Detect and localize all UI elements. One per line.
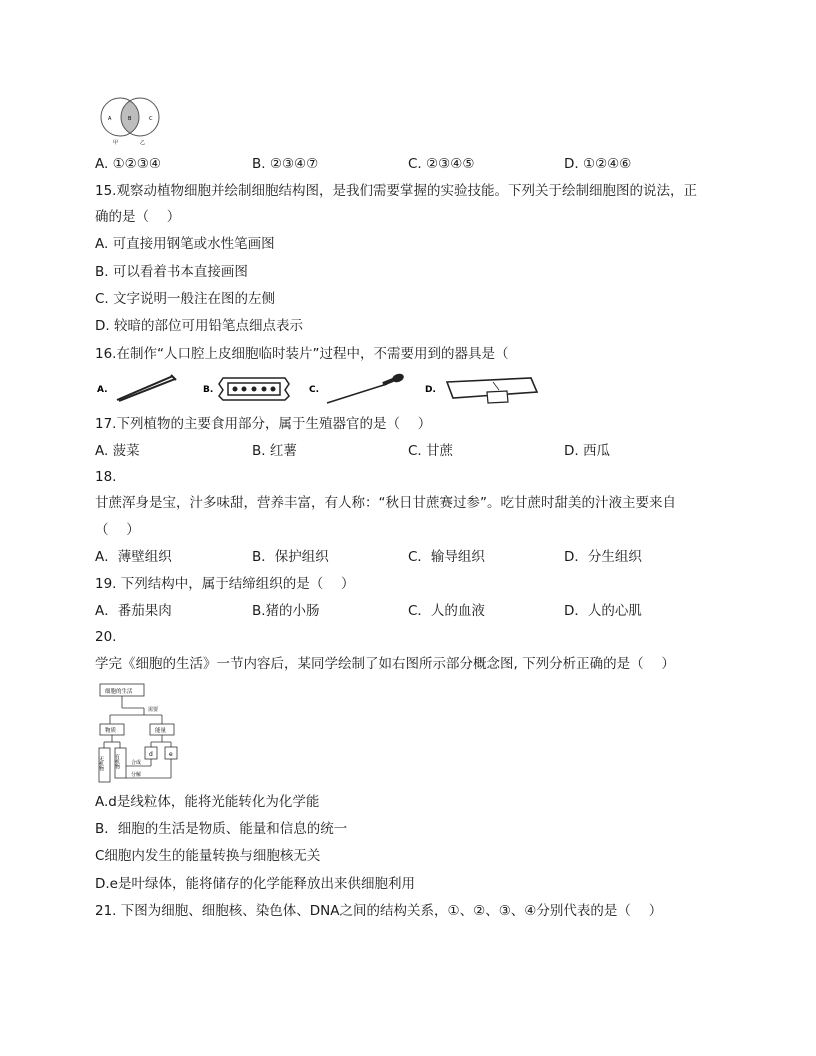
- q14-option-b: B. ②③④⑦: [252, 156, 319, 172]
- q19-option-b: B.猪的小肠: [252, 603, 320, 619]
- venn-label-b: B: [128, 116, 132, 122]
- concept-map: [96, 682, 186, 784]
- q17-option-c: C. 甘蔗: [408, 443, 454, 459]
- q19-option-a: A．番茄果肉: [95, 603, 172, 619]
- q18-stem-line1: 甘蔗浑身是宝，汁多味甜，营养丰富，有人称：“秋日甘蔗赛过参”。吃甘蔗时甜美的汁液主要来自: [95, 495, 676, 511]
- glass-slide-icon: [447, 378, 537, 403]
- node-organic-label: 有机物: [114, 754, 120, 769]
- q18-option-c: C．输导组织: [408, 549, 485, 565]
- q18-stem-line2: （ ）: [95, 522, 140, 538]
- dropper-icon: [327, 372, 405, 403]
- venn-label-a: A: [108, 116, 112, 122]
- q20-option-d: D.e是叶绿体，能将储存的化学能释放出来供细胞利用: [95, 876, 415, 892]
- venn-label-c: C: [149, 116, 153, 122]
- venn-label-jia: 甲: [113, 140, 119, 146]
- q16-stem: 16.在制作“人口腔上皮细胞临时装片”过程中，不需要用到的器具是（: [95, 346, 509, 362]
- q16-label-a: A.: [97, 385, 108, 395]
- q15-option-d: D. 较暗的部位可用铅笔点细点表示: [95, 318, 303, 334]
- q15-option-c: C. 文字说明一般注在图的左侧: [95, 291, 276, 307]
- q17-option-d: D. 西瓜: [564, 443, 610, 459]
- q19-option-c: C．人的血液: [408, 603, 485, 619]
- q20-option-c: C细胞内发生的能量转换与细胞核无关: [95, 848, 321, 864]
- q16-label-b: B.: [203, 385, 214, 395]
- q18-option-d: D．分生组织: [564, 549, 642, 565]
- q19-options: [95, 602, 735, 620]
- q14-options: [95, 155, 735, 173]
- q19-stem: 19. 下列结构中，属于结缔组织的是（ ）: [95, 576, 355, 592]
- node-inorganic-label: 无机物: [98, 756, 104, 771]
- q15-stem-line2: 确的是（ ）: [95, 209, 181, 225]
- tweezers-icon: [117, 375, 176, 401]
- q16-label-c: C.: [309, 385, 320, 395]
- q17-options: [95, 442, 735, 460]
- q14-option-a: A. ①②③④: [95, 156, 161, 172]
- q17-stem: 17.下列植物的主要食用部分，属于生殖器官的是（ ）: [95, 416, 432, 432]
- q18-number: 18.: [95, 469, 117, 485]
- node-matter-label: 物质: [105, 728, 117, 734]
- synth-label: 合成: [131, 760, 142, 766]
- q14-option-c: C. ②③④⑤: [408, 156, 475, 172]
- q17-option-b: B. 红薯: [252, 443, 297, 459]
- q18-option-b: B．保护组织: [252, 549, 329, 565]
- q18-options: [95, 548, 735, 566]
- node-needs-label: 需要: [148, 707, 159, 713]
- q18-option-a: A．薄壁组织: [95, 549, 172, 565]
- q20-option-a: A.d是线粒体，能将光能转化为化学能: [95, 794, 320, 810]
- q16-instruments: [95, 370, 545, 406]
- q20-stem: 学完《细胞的生活》一节内容后，某同学绘制了如右图所示部分概念图, 下列分析正确的是（ ）: [95, 656, 675, 672]
- decomp-label: 分解: [131, 772, 142, 778]
- venn-diagram: [94, 96, 166, 146]
- node-d-label: d: [149, 751, 153, 758]
- q15-option-b: B. 可以看着书本直接画图: [95, 264, 248, 280]
- node-e-label: e: [169, 751, 173, 758]
- q17-option-a: A. 菠菜: [95, 443, 140, 459]
- q20-option-b: B．细胞的生活是物质、能量和信息的统一: [95, 821, 348, 837]
- q15-stem-line1: 15.观察动植物细胞并绘制细胞结构图，是我们需要掌握的实验技能。下列关于绘制细胞图的说法，正: [95, 183, 697, 199]
- q20-number: 20.: [95, 629, 117, 645]
- node-energy-label: 能量: [155, 728, 167, 734]
- node-root-label: 细胞的生活: [105, 689, 133, 695]
- q16-label-d: D.: [425, 385, 436, 395]
- razor-blade-icon: [219, 378, 289, 400]
- q19-option-d: D．人的心肌: [564, 603, 642, 619]
- q14-option-d: D. ①②④⑥: [564, 156, 632, 172]
- q15-option-a: A. 可直接用钢笔或水性笔画图: [95, 236, 275, 252]
- q21-stem: 21. 下图为细胞、细胞核、染色体、DNA之间的结构关系，①、②、③、④分别代表的是（ ）: [95, 903, 663, 919]
- venn-label-yi: 乙: [140, 140, 146, 146]
